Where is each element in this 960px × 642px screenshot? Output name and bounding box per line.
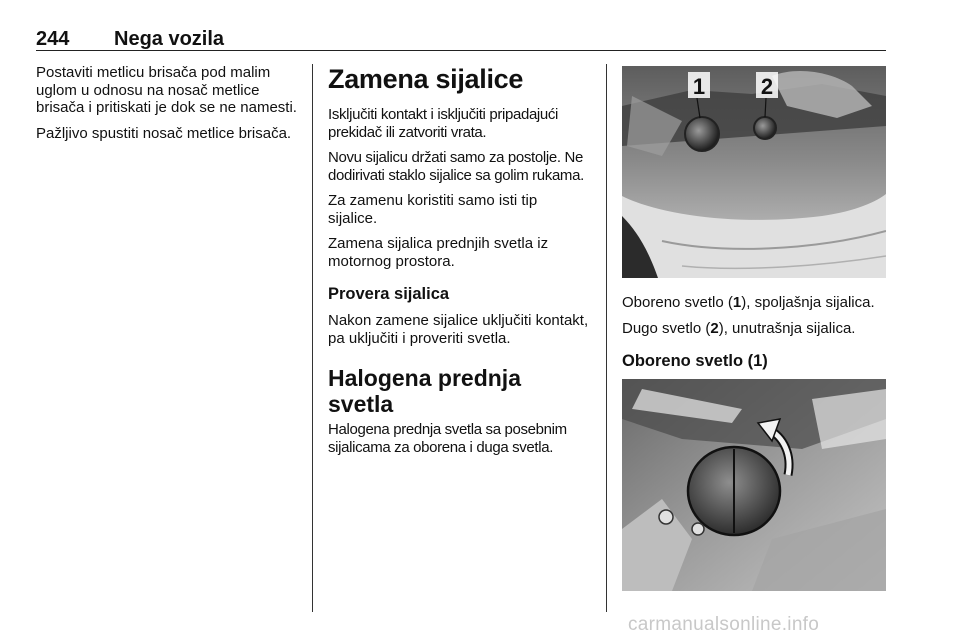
column-left <box>36 64 298 150</box>
paragraph: Postaviti metlicu brisača pod malim uglom u odnosu na nosač metlice brisača i pritiskati je dok se ne namesti. <box>36 64 297 116</box>
column-middle <box>328 64 590 464</box>
callout-label-2: 2 <box>760 74 774 99</box>
column-divider <box>312 64 313 612</box>
section-title-halogen: Halogena prednja svetla <box>328 365 521 417</box>
paragraph: Pažljivo spustiti nosač metlice brisača. <box>36 124 292 142</box>
paragraph: Nakon zamene sijalice uključiti kontakt, pa uključiti i proveriti svetla. <box>328 312 589 347</box>
low-beam-cap-photo <box>622 379 886 591</box>
subsection-title-low-beam: Oboreno svetlo (1) <box>622 352 768 370</box>
subsection-title: Provera sijalica <box>328 285 450 303</box>
paragraph: Halogena prednja svetla sa posebnim sijalicama za oborena i duga svetla. <box>328 421 567 456</box>
callout-label-1: 1 <box>692 74 706 99</box>
column-right <box>622 66 888 591</box>
paragraph: Novu sijalicu držati samo za postolje. Ne dodirivati staklo sijalice sa golim rukama. <box>328 149 584 184</box>
caption-high-beam: Dugo svetlo (2), unutrašnja sijalica. <box>622 319 856 337</box>
column-divider <box>606 64 607 612</box>
paragraph: Za zamenu koristiti samo isti tip sijalice. <box>328 192 538 227</box>
engine-bay-headlamp-photo <box>622 66 886 278</box>
watermark: carmanualsonline.info <box>628 614 820 635</box>
paragraph: Isključiti kontakt i isključiti pripadajući prekidač ili zatvoriti vrata. <box>328 106 559 141</box>
page-header <box>36 26 886 51</box>
section-title: Zamena sijalice <box>328 64 524 94</box>
paragraph: Zamena sijalica prednjih svetla iz motornog prostora. <box>328 235 549 270</box>
page-number: 244 <box>36 28 70 50</box>
caption-low-beam: Oboreno svetlo (1), spoljašnja sijalica. <box>622 294 875 311</box>
chapter-title: Nega vozila <box>114 28 225 50</box>
